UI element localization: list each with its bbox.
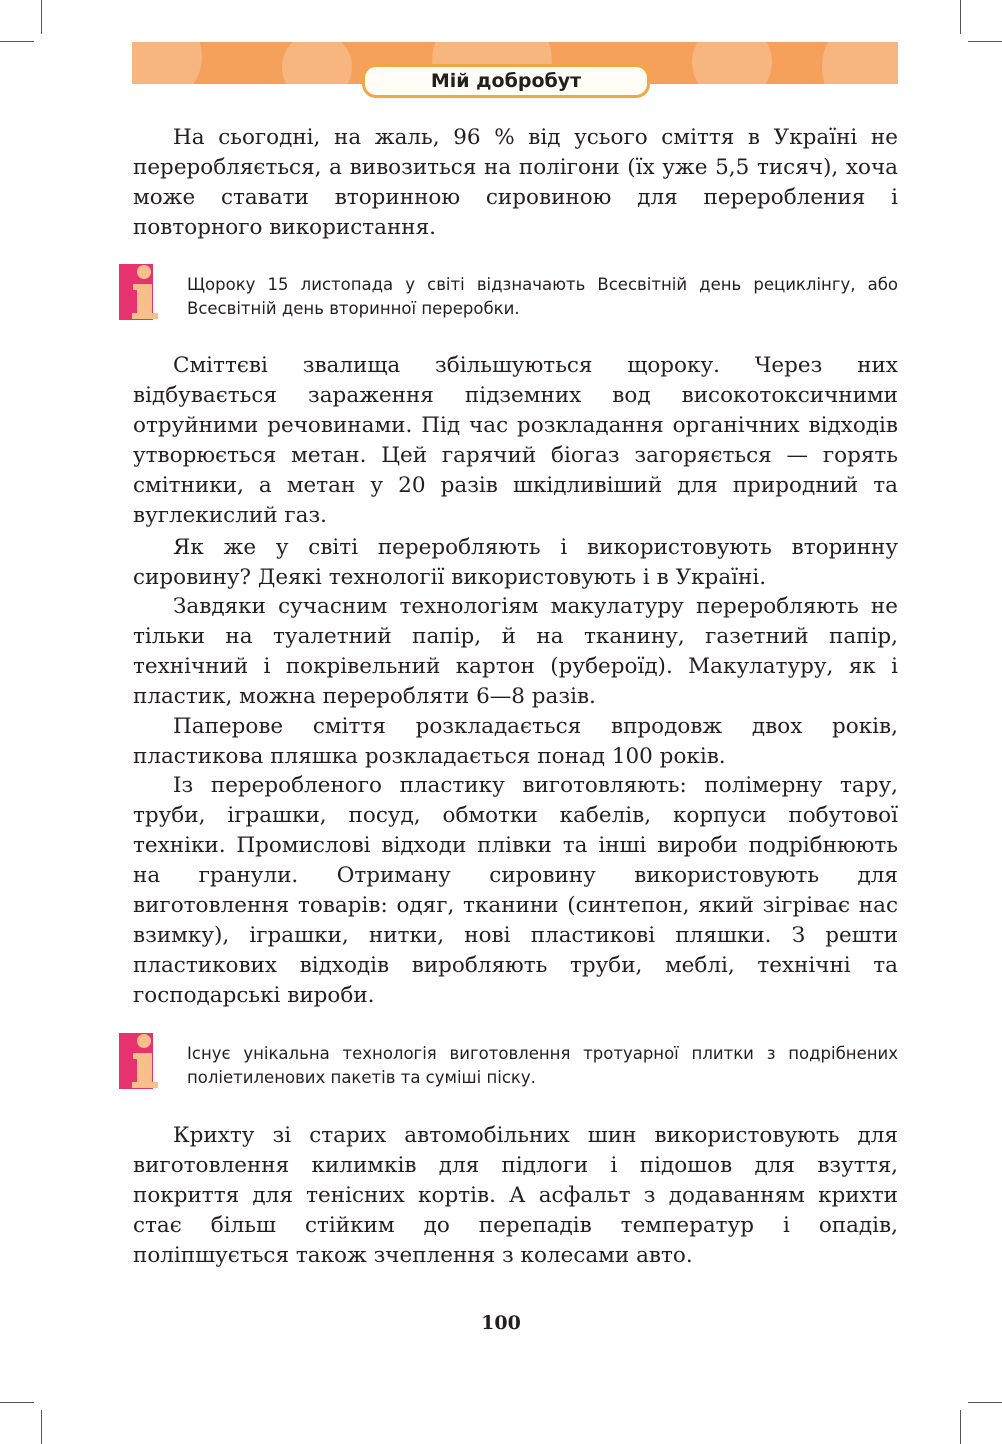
paragraph: На сьогодні, на жаль, 96 % від усього сміття в Україні не переробляється, а вивозиться на полігони (їх уже 5,5 тисяч), хоча може ставати вторинною сировиною для переробления і повторного використання. [133,125,898,240]
crop-mark [968,41,1002,42]
paragraph: Сміттєві звалища збільшуються щороку. Через них відбувається зараження підземних вод високотоксичними отруйними речовинами. Під час розкладання органічних відходів утворюється метан. Цей гарячий біогаз загоряється — горять смітники, а метан у 20 разів шкідливіший для природний та вуглекислий газ. [133,353,898,528]
crop-mark [960,0,961,34]
info-icon [119,262,171,322]
crop-mark [41,1410,42,1444]
section-title: Мій добробут [362,64,650,98]
paragraph: Із переробленого пластику виготовляють: полімерну тару, труби, іграшки, посуд, обмотки кабелів, корпуси побутової техніки. Промислові відходи плівки та інші вироби подрібнюють на гранули. Отриману сировину використовують для виготовлення товарів: одяг, тканини (синтепон, який зігріває нас взимку), іграшки, нитки, нові пластикові пляшки. З решти пластикових відходів виробляють труби, меблі, технічні та господарські вироби. [133,773,898,1008]
page-number: 100 [481,1312,521,1334]
info-icon [119,1031,171,1091]
crop-mark [0,41,34,42]
paragraph: Крихту зі старих автомобільних шин використовують для виготовлення килимків для підлоги і підошов для взуття, покриття для тенісних кортів. А асфальт з додаванням крихти стає більш стійким до перепадів температур і опадів, поліпшується також зчеплення з колесами авто. [133,1123,898,1268]
crop-mark [0,1402,34,1403]
crop-mark [41,0,42,34]
crop-mark [960,1410,961,1444]
paragraph: Як же у світі переробляють і використовують вторинну сировину? Деякі технології використовують і в Україні. [133,535,898,590]
info-box-text: Існує унікальна технологія виготовлення тротуарної плитки з подрібнених поліетиленових пакетів та суміші піску. [187,1044,898,1087]
paragraph: Паперове сміття розкладається впродовж двох років, пластикова пляшка розкладається понад 100 років. [133,714,898,769]
info-box-text: Щороку 15 листопада у світі відзначають Всесвітній день рециклінгу, або Всесвітній день вторинної переробки. [187,275,898,318]
crop-mark [968,1402,1002,1403]
paragraph: Завдяки сучасним технологіям макулатуру переробляють не тільки на туалетний папір, й на тканину, газетний папір, технічний і покрівельний картон (рубероїд). Макулатуру, як і пластик, можна переробляти 6—8 разів. [133,594,898,709]
